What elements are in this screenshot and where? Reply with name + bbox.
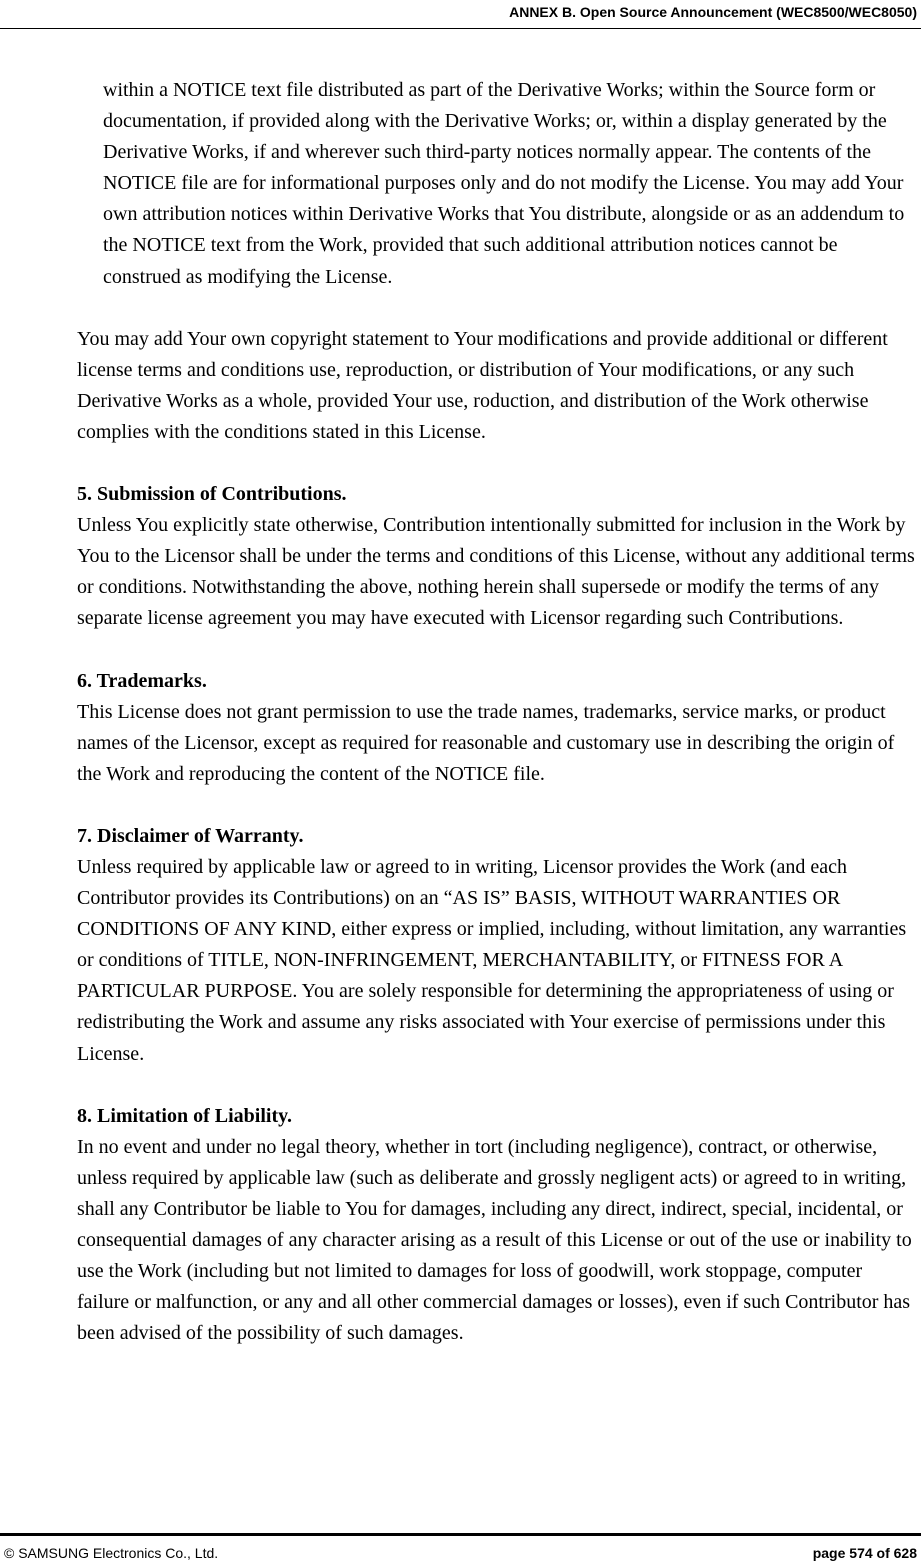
page-number: page 574 of 628 — [812, 1545, 917, 1561]
section-heading: 8. Limitation of Liability. — [77, 1104, 293, 1127]
section-body: Unless required by applicable law or agreed to in writing, Licensor provides the Work (and each Contributor provides its Contributions) on an “AS IS” BASIS, WITHOUT WARRANTIES OR CONDITIONS OF ANY KIND, either express or implied, including, without limitation, any warranties or conditions of TITLE, NON-INFRINGEMENT, MERCHANTABILITY, or FITNESS FOR A PARTICULAR PURPOSE. You are solely responsible for determining the appropriateness of using or redistributing the Work and assume any risks associated with Your exercise of permissions under this License. — [77, 855, 907, 1065]
section-trademarks — [0, 666, 921, 790]
document-body — [0, 75, 921, 1349]
footer-copyright: © SAMSUNG Electronics Co., Ltd. — [4, 1545, 219, 1561]
section-body: In no event and under no legal theory, whether in tort (including negligence), contract, or otherwise, unless required by applicable law (such as deliberate and grossly negligent acts) or agreed to in writing, shall any Contributor be liable to You for damages, including any direct, indirect, special, incidental, or consequential damages of any character arising as a result of this License or out of the use or inability to use the Work (including but not limited to damages for loss of goodwill, work stoppage, computer failure or malfunction, or any and all other commercial damages or losses), even if such Contributor has been advised of the possibility of such damages. — [77, 1135, 912, 1345]
section-heading: 5. Submission of Contributions. — [77, 483, 347, 506]
section-body: This License does not grant permission to use the trade names, trademarks, service marks, or product names of the Licensor, except as required for reasonable and customary use in describing the origin of the Work and reproducing the content of the NOTICE file. — [77, 700, 895, 785]
continuation-paragraph: within a NOTICE text file distributed as part of the Derivative Works; within the Source form or documentation, if provided along with the Derivative Works; or, within a display generated by the Derivative Works, if and wherever such third-party notices normally appear. The contents of the NOTICE file are for informational purposes only and do not modify the License. You may add Your own attribution notices within Derivative Works that You distribute, alongside or as an addendum to the NOTICE text from the Work, provided that such additional attribution notices cannot be construed as modifying the License. — [103, 79, 905, 288]
section-submission-of-contributions — [0, 479, 921, 634]
section-body: Unless You explicitly state otherwise, Contribution intentionally submitted for inclusion in the Work by You to the Licensor shall be under the terms and conditions of this License, without any additional terms or conditions. Notwithstanding the above, nothing herein shall supersede or modify the terms of any separate license agreement you may have executed with Licensor regarding such Contributions. — [77, 514, 915, 630]
section-disclaimer-of-warranty — [0, 821, 921, 1070]
copyright-statement-paragraph: You may add Your own copyright statement to Your modifications and provide additional or different license terms and conditions use, reproduction, or distribution of Your modifications, or any such Derivative Works as a whole, provided Your use, roduction, and distribution of the Work otherwise complies with the conditions stated in this License. — [77, 327, 888, 443]
section-heading: 6. Trademarks. — [77, 669, 207, 692]
section-heading: 7. Disclaimer of Warranty. — [77, 824, 304, 847]
section-limitation-of-liability — [0, 1101, 921, 1350]
header-title: ANNEX B. Open Source Announcement (WEC8500/WEC8050) — [509, 4, 917, 20]
page-footer — [0, 1533, 921, 1568]
page-header — [0, 0, 921, 29]
